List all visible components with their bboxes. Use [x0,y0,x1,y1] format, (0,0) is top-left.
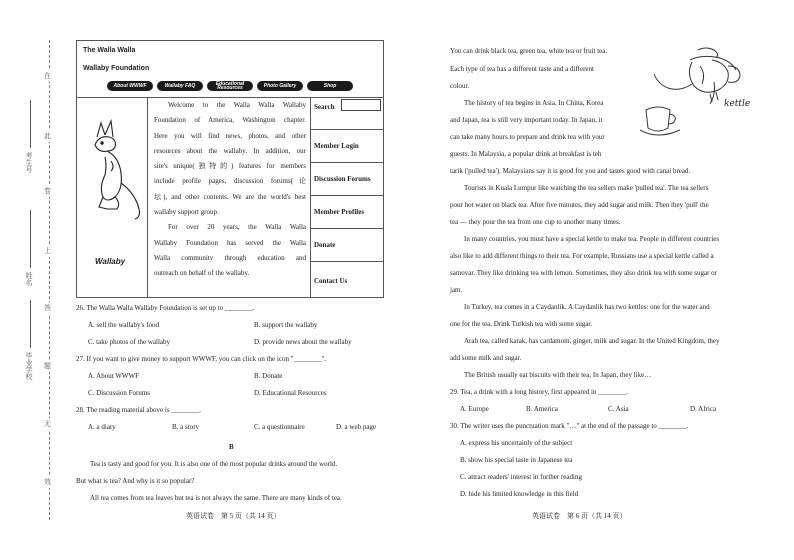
seal-char: 题 [44,362,51,370]
question-29-option-b[interactable]: B. America [526,405,558,413]
teapot-illustration [640,44,750,144]
website-mockup [76,40,384,298]
question-30-option-d[interactable]: D. hide his limited knowledge in this field [460,490,579,498]
passage-line: and Japan, tea is still very important today. In Japan, it [450,116,603,124]
question-30-option-b[interactable]: B. show his special taste in Japanese tea [460,456,573,464]
welcome-line: For over 20 years, the Walla Walla [168,223,306,232]
candidate-number-blank[interactable] [30,100,31,148]
website-title: The Walla Walla [83,47,136,54]
passage-line: The British usually eat biscuits with their tea. In Japan, they like… [464,371,652,379]
passage-line: Tourists in Kuala Lumpur like watching the tea sellers make 'pulled tea'. The tea sellers [464,184,709,192]
name-blank[interactable] [30,210,31,268]
wallaby-caption: Wallaby [95,257,126,266]
welcome-line: Here you will find news, photos, and other [154,131,306,140]
welcome-line: 坛), and other contents. We are the world's best [154,192,306,201]
school-label: 毕业学校 [25,352,33,380]
passage-line: In many countries, you must have a special kettle to make tea. People in different countries [464,235,720,243]
passage-line: guests. In Malaysia, a popular drink at breakfast is teh [450,150,602,158]
passage-line: tarik ('pulled tea'). Malaysians say it is good for you and tastes good with canai bread. [450,167,691,175]
passage-line: You can drink black tea, green tea, white tea or fruit tea. [450,47,608,55]
name-label: 姓名 [25,272,33,286]
welcome-line: wallaby support group. [154,208,219,217]
seal-char: 在 [44,72,51,80]
search-cell [311,97,383,130]
passage-line: tea — they pour the tea from one cup to another many times. [450,218,621,226]
website-subtitle: Wallaby Foundation [83,65,150,72]
question-28-option-a[interactable]: A. a diary [88,423,116,431]
welcome-line: Welcome to the Walla Walla Wallaby [168,101,306,109]
question-26-option-b[interactable]: B. support the wallaby [254,321,318,329]
footer-right-page: 英语试卷 第 6 页（共 14 页） [532,512,627,520]
sidebar-item-label: Member Login [314,142,359,150]
question-30-option-c[interactable]: C. attract readers' interest in further reading [460,473,582,481]
question-30-option-a[interactable]: A. express his uncertainly of the subject [460,439,573,447]
question-28-stem: 28. The reading material above is ________. [76,406,202,414]
nav-about-button[interactable]: About WWWF [107,81,153,91]
question-28-option-c[interactable]: C. a questionnaire [254,423,305,431]
passage-line: also like to add different things to their tea. For example, Russians use a special kettle called a [450,252,714,260]
question-26-stem: 26. The Walla Walla Wallaby Foundation is set up to ________. [76,304,255,312]
website-header [77,41,383,98]
question-27-option-c[interactable]: C. Discussion Forums [88,389,151,397]
passage-line: colour. [450,82,470,90]
seal-char: 卷 [44,187,51,195]
welcome-line: resources about the wallaby. In addition, our [154,146,306,155]
question-26-option-a[interactable]: A. sell the wallaby's food [88,321,160,329]
passage-line: add some milk and sugar. [450,354,522,362]
welcome-line: site's unique(独特的) features for members [154,162,306,171]
passage-line: one for the tea. Drink Turkish tea with some sugar. [450,320,593,328]
section-b-line: Tea is tasty and good for you. It is also one of the most popular drinks around the world. [90,460,338,468]
passage-line: pour hot water on black tea. After five minutes, they add sugar and milk. Then they 'pull' the [450,201,709,209]
welcome-line: outreach on behalf of the wallaby. [154,269,250,278]
sidebar-item-contact-us[interactable] [311,261,383,297]
section-b-heading: B [229,443,234,451]
section-b-line: But what is tea? And why is it so popular? [76,477,195,485]
question-27-option-a[interactable]: A. About WWWF [88,372,140,380]
question-29-option-a[interactable]: A. Europe [460,405,489,413]
passage-line: Arab tea, called karak, has cardamom, ginger, milk and sugar. In the United Kingdom, they [464,337,720,345]
sidebar-item-member-login[interactable] [311,129,383,163]
sidebar-item-discussion-forums[interactable] [311,162,383,196]
seal-char: 答 [44,304,51,312]
passage-line: Each type of tea has a different taste and a different [450,65,594,73]
seal-char: 上 [44,247,51,255]
welcome-text-panel [148,97,311,297]
search-input[interactable] [341,99,381,111]
binding-line [49,40,50,520]
question-26-option-c[interactable]: C. take photos of the wallaby [88,338,171,346]
question-28-option-b[interactable]: B. a story [172,423,200,431]
seal-char: 效 [44,478,51,486]
nav-shop-button[interactable]: Shop [307,81,353,91]
question-29-stem: 29. Tea, a drink with a long history, first appeared in ________. [450,388,628,396]
sidebar-item-label: Contact Us [314,277,348,285]
welcome-line: Wallaby Foundation has served the Walla [154,238,306,247]
footer-left-page: 英语试卷 第 5 页（共 14 页） [186,512,281,520]
passage-line: In Turkey, tea comes in a Caydanlik. A Caydanlik has two kettles: one for the water and [464,303,710,311]
seal-char: 无 [44,420,51,428]
passage-line: can take many hours to prepare and drink tea with your [450,133,605,141]
sidebar-item-label: Member Profiles [314,208,365,216]
wallaby-image-panel [77,97,148,297]
question-27-stem: 27. If you want to give money to support WWWF, you can click on the icon "________". [76,355,327,363]
welcome-line: Foundation of America, Washington chapter. [154,116,306,125]
seal-char: 此 [44,132,51,140]
question-28-option-d[interactable]: D. a web page [336,423,377,431]
welcome-line: include profile pages, discussion forums(论 [154,177,306,186]
question-27-option-d[interactable]: D. Educational Resources [254,389,327,397]
school-blank[interactable] [30,300,31,348]
candidate-number-label: 考生号 [25,152,33,173]
passage-line: samovar. They like drinking tea with lemon. Sometimes, they also drink tea with some sugar or [450,269,717,277]
nav-resources-button[interactable]: Educational Resources [207,81,253,91]
sidebar-item-member-profiles[interactable] [311,195,383,229]
question-26-option-d[interactable]: D. provide news about the wallaby [254,338,352,346]
section-b-line: All tea comes from tea leaves but tea is not always the same. There are many kinds of tea. [90,494,342,502]
nav-gallery-button[interactable]: Photo Gallery [257,81,303,91]
passage-line: The history of tea begins in Asia. In China, Korea [464,99,604,107]
nav-faq-button[interactable]: Wallaby FAQ [157,81,203,91]
welcome-line: Walla community through education and [154,253,306,262]
sidebar-item-label: Donate [314,241,336,249]
passage-line: jam. [450,286,463,294]
wallaby-illustration [77,117,147,257]
question-27-option-b[interactable]: B. Donate [254,372,283,380]
kettle-label: kettle [724,99,751,109]
search-label: Search [314,103,335,111]
question-29-option-d[interactable]: D. Africa [690,405,717,413]
question-30-stem: 30. The writer uses the punctuation mark "…" at the end of the passage to ________. [450,422,689,430]
question-29-option-c[interactable]: C. Asia [608,405,629,413]
sidebar-item-donate[interactable] [311,228,383,262]
sidebar-item-label: Discussion Forums [314,175,371,183]
website-sidebar [311,97,383,297]
